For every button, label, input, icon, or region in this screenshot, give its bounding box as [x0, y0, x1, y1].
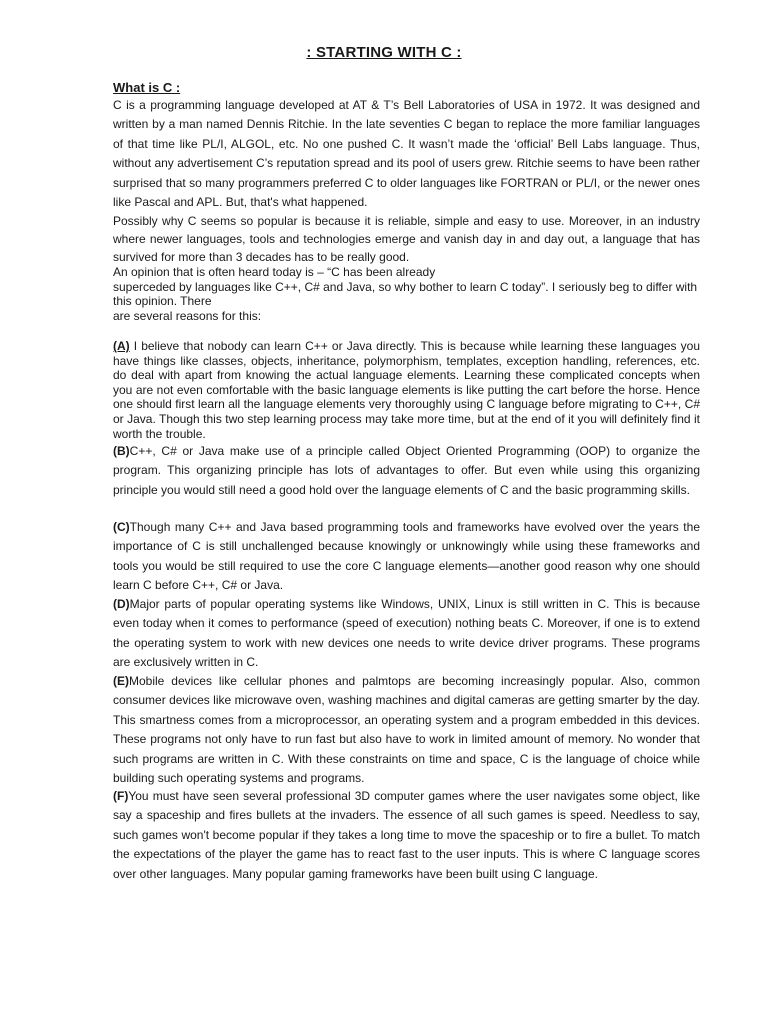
reason-c-text: Though many C++ and Java based programming tools and frameworks have evolved over the years the importance of C is still unchallenged because knowingly or unknowingly while using these frameworks and tools you would be still required to use the core C language elements—another good reason why one should learn C before C++, C# or Java.: [113, 520, 700, 593]
reason-f-label: (F): [113, 789, 129, 803]
reason-a-label: (A): [113, 339, 130, 353]
reason-e-block: [113, 672, 700, 788]
intro-paragraph-2: Possibly why C seems so popular is because it is reliable, simple and easy to use. Moreover, in an industry where newer languages, tools and technologies emerge and vanish day in and day out, a language that has survived for more than 3 decades has to be really good.: [113, 214, 700, 265]
opinion-line-1: An opinion that is often heard today is – “C has been already: [113, 265, 436, 279]
reason-d: [113, 595, 700, 673]
reason-a-text: I believe that nobody can learn C++ or Java directly. This is because while learning these languages you have things like classes, objects, inheritance, polymorphism, templates, exception handling, references, etc. do deal with apart from knowing the actual language elements. Learning these complicated concepts when you are not even comfortable with the basic language elements is like putting the cart before the horse. Hence one should first learn all the language elements very thoroughly using C language before migrating to C++, C# or Java. Though this two step learning process may take more time, but at the end of it you will definitely find it worth the trouble.: [113, 339, 700, 441]
reason-f-text: You must have seen several professional 3D computer games where the user navigates some object, like say a spaceship and fires bullets at the invaders. The essence of all such games is speed. Needless to say, such games won't become popular if they takes a long time to move the spaceship or to fire a bullet. To match the expectations of the player the game has to react fast to the user inputs. This is where C language scores over other languages. Many popular gaming frameworks have been built using C language.: [113, 789, 700, 881]
reason-e-label: (E): [113, 674, 129, 688]
intro-paragraph-1-block: [113, 96, 700, 212]
section-what-is-c: [113, 80, 700, 95]
opinion-block: [113, 265, 700, 323]
reason-b: [113, 442, 700, 500]
reason-d-text: Major parts of popular operating systems like Windows, UNIX, Linux is still written in C. This is because even today when it comes to performance (speed of execution) nothing beats C. Moreover, if one is to extend the operating system to work with new devices one needs to write device driver programs. These programs are exclusively written in C.: [113, 597, 700, 670]
reason-b-text: C++, C# or Java make use of a principle called Object Oriented Programming (OOP) to organize the program. This organizing principle has lots of advantages to offer. But even while using this organizing principle you would still need a good hold over the language elements of C and the basic programming skills.: [113, 444, 700, 497]
intro-paragraph-2-block: [113, 212, 700, 267]
reason-f-block: [113, 787, 700, 884]
reason-e-text: Mobile devices like cellular phones and palmtops are becoming increasingly popular. Also, common consumer devices like microwave oven, washing machines and digital cameras are getting smarter by the day. This smartness comes from a microprocessor, an operating system and a program embedded in this devices. These programs not only have to run fast but also have to work in limited amount of memory. No wonder that such programs are written in C. With these constraints on time and space, C is the language of choice while building such operating systems and programs.: [113, 674, 700, 786]
reason-d-block: [113, 595, 700, 673]
reason-c-block: [113, 518, 700, 596]
reason-b-block: [113, 442, 700, 500]
reason-b-label: (B): [113, 444, 130, 458]
reason-d-label: (D): [113, 597, 130, 611]
section-heading: What is C :: [113, 80, 181, 95]
reason-f: [113, 787, 700, 884]
intro-paragraph-1: C is a programming language developed at AT & T’s Bell Laboratories of USA in 1972. It was designed and written by a man named Dennis Ritchie. In the late seventies C began to replace the more familiar languages of that time like PL/I, ALGOL, etc. No one pushed C. It wasn’t made the ‘official’ Bell Labs language. Thus, without any advertisement C’s reputation spread and its pool of users grew. Ritchie seems to have been rather surprised that so many programmers preferred C to older languages like FORTRAN or PL/I, or the newer ones like Pascal and APL. But, that's what happened.: [113, 98, 700, 210]
page-title: : STARTING WITH C :: [306, 44, 462, 61]
opinion-line-3: are several reasons for this:: [113, 308, 262, 323]
reason-c-label: (C): [113, 520, 130, 534]
reason-c: [113, 518, 700, 596]
reason-a: [113, 339, 700, 441]
opinion-line-2: superceded by languages like C++, C# and Java, so why bother to learn C today”. I seriously beg to differ with this opinion. There: [113, 279, 698, 309]
reason-a-block: [113, 339, 700, 441]
reason-e: [113, 672, 700, 788]
